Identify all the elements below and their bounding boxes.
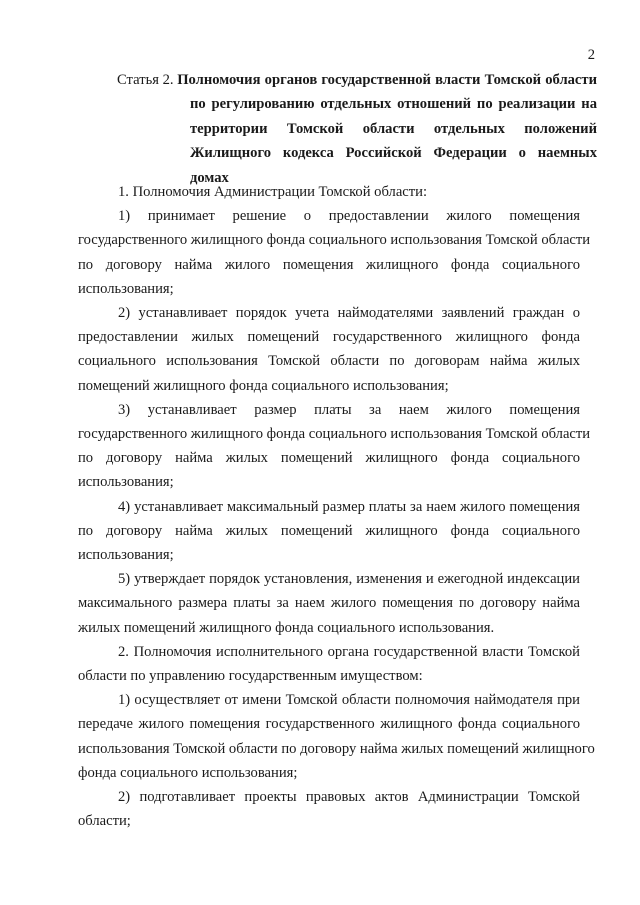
paragraph-line: жилых помещений жилищного фонда социального использования. xyxy=(78,619,495,636)
paragraph-line: 1) осуществляет от имени Томской области полномочия наймодателя при xyxy=(118,692,580,709)
paragraph-line: помещений жилищного фонда социального использования; xyxy=(78,377,449,394)
paragraph-line: области по управлению государственным имуществом: xyxy=(78,668,423,685)
paragraph-line: государственного жилищного фонда социального использования Томской области xyxy=(78,232,591,249)
paragraph-line: использования; xyxy=(78,280,174,297)
paragraph-line: по договору найма жилого помещения жилищного фонда социального xyxy=(78,256,580,273)
paragraph-line: 2) устанавливает порядок учета наймодателями заявлений граждан о xyxy=(118,305,580,322)
page-number: 2 xyxy=(587,47,595,63)
paragraph-line: области; xyxy=(78,813,131,830)
paragraph xyxy=(78,398,591,495)
article-title-line-1: по регулированию отдельных отношений по реализации на xyxy=(190,96,597,112)
paragraph xyxy=(78,301,580,398)
paragraph xyxy=(78,688,595,785)
paragraph-line: 3) устанавливает размер платы за наем жилого помещения xyxy=(118,401,580,418)
paragraph-line: предоставлении жилых помещений государственного жилищного фонда xyxy=(78,329,580,346)
paragraph-line: 4) устанавливает максимальный размер платы за наем жилого помещения xyxy=(118,498,580,515)
paragraph-line: по договору найма жилых помещений жилищного фонда социального xyxy=(78,522,580,539)
paragraph xyxy=(78,640,580,688)
article-title-line-3: Жилищного кодекса Российской Федерации о наемных xyxy=(190,145,597,161)
paragraph-line: 2. Полномочия исполнительного органа государственной власти Томской xyxy=(118,643,580,660)
paragraph-line: государственного жилищного фонда социального использования Томской области xyxy=(78,426,591,443)
paragraph-line: использования; xyxy=(78,547,174,564)
paragraph xyxy=(78,180,580,204)
paragraph xyxy=(78,495,580,568)
paragraph xyxy=(78,567,580,640)
article-label: Статья 2. xyxy=(117,72,178,88)
paragraph-line: 2) подготавливает проекты правовых актов Администрации Томской xyxy=(118,789,580,806)
paragraph-line: по договору найма жилых помещений жилищного фонда социального xyxy=(78,450,580,467)
paragraph-line: использования; xyxy=(78,474,174,491)
paragraph-line: 5) утверждает порядок установления, изменения и ежегодной индексации xyxy=(118,571,580,588)
paragraph-line: социального использования Томской области по договорам найма жилых xyxy=(78,353,580,370)
paragraph-line: 1) принимает решение о предоставлении жилого помещения xyxy=(118,208,580,225)
paragraph xyxy=(78,785,580,833)
paragraph-line: использования Томской области по договору найма жилых помещений жилищного xyxy=(78,740,595,757)
paragraph xyxy=(78,204,591,301)
article-heading xyxy=(117,68,597,190)
paragraph-line: максимального размера платы за наем жилого помещения по договору найма xyxy=(78,595,580,612)
paragraph-line: передаче жилого помещения государственного жилищного фонда социального xyxy=(78,716,580,733)
article-body xyxy=(78,180,595,833)
article-title-line-2: территории Томской области отдельных положений xyxy=(190,120,597,137)
article-title-line-4: домах xyxy=(190,169,229,186)
article-title-line-0: Полномочия органов государственной власти Томской области xyxy=(177,72,597,88)
paragraph-line: 1. Полномочия Администрации Томской области: xyxy=(118,184,428,200)
paragraph-line: фонда социального использования; xyxy=(78,764,298,781)
